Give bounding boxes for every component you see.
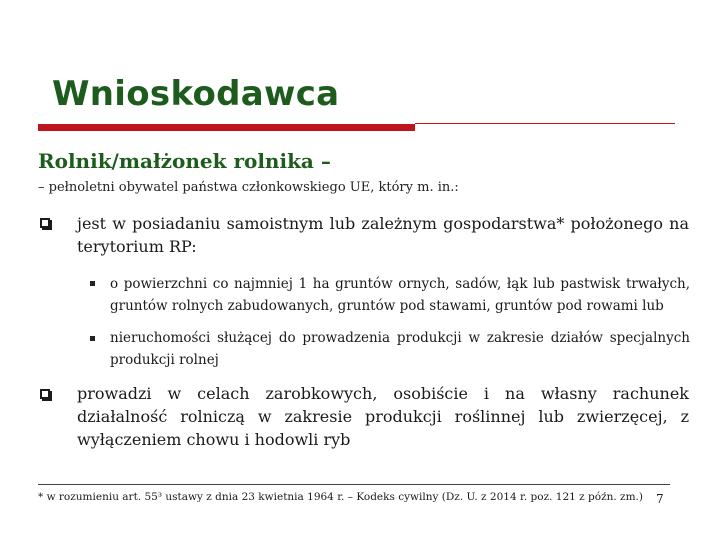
title-accent-bar bbox=[38, 124, 415, 131]
title-divider-line bbox=[415, 123, 675, 124]
slide-subtitle: Rolnik/małżonek rolnika – bbox=[38, 149, 331, 173]
list-item: jest w posiadaniu samoistnym lub zależnym gospodarstwa* położonego na terytorium RP: bbox=[77, 214, 689, 256]
square-bullet-icon bbox=[40, 218, 50, 228]
sub-list-item: o powierzchni co najmniej 1 ha gruntów ornych, sadów, łąk lub pastwisk trwałych, gruntów rolnych zabudowanych, gruntów pod stawami, gruntów pod rowami lub bbox=[110, 276, 690, 314]
footnote: * w rozumieniu art. 55³ ustawy z dnia 23 kwietnia 1964 r. – Kodeks cywilny (Dz. U. z 2014 r. poz. 121 z późn. zm.) bbox=[38, 491, 643, 503]
page-number: 7 bbox=[656, 492, 664, 506]
footnote-divider bbox=[38, 484, 670, 485]
sub-list-item: nieruchomości służącej do prowadzenia produkcji w zakresie działów specjalnych produkcji rolnej bbox=[110, 330, 690, 368]
small-square-bullet-icon bbox=[90, 336, 95, 341]
subtitle-note: – pełnoletni obywatel państwa członkowskiego UE, który m. in.: bbox=[38, 180, 459, 195]
list-item: prowadzi w celach zarobkowych, osobiście i na własny rachunek działalność rolniczą w zakresie produkcji roślinnej lub zwierzęcej, z wyłączeniem chowu i hodowli ryb bbox=[77, 384, 689, 449]
small-square-bullet-icon bbox=[90, 281, 95, 286]
slide-title: Wnioskodawca bbox=[52, 74, 340, 114]
square-bullet-icon bbox=[40, 389, 50, 399]
